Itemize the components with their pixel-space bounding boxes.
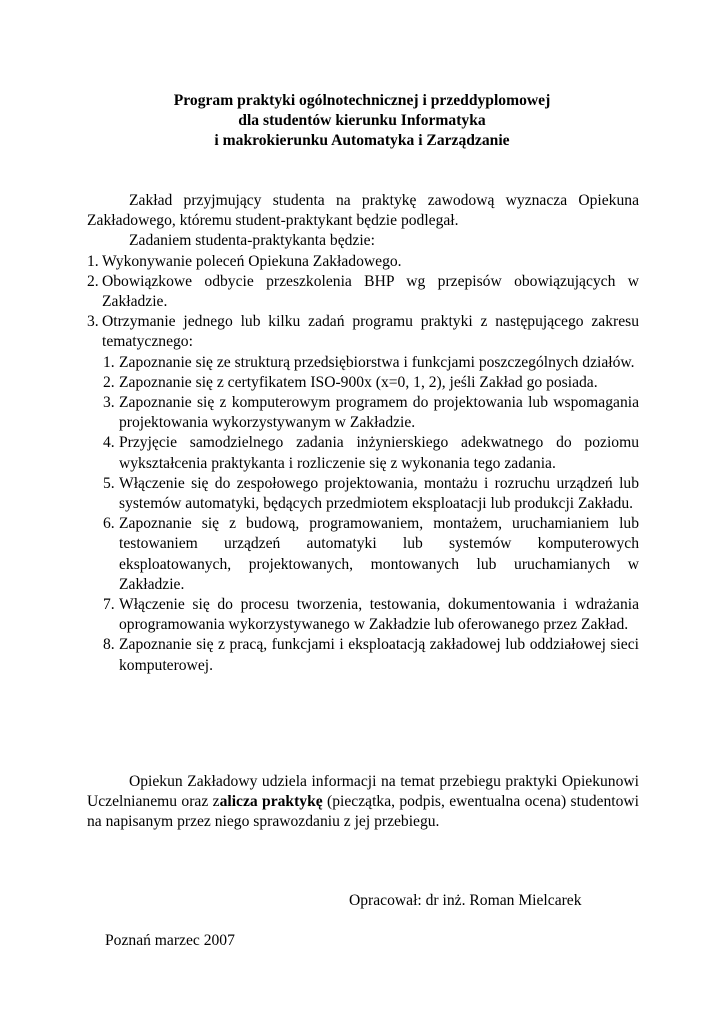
place-date: Poznań marzec 2007: [105, 932, 235, 949]
sub-item-text: Włączenie się do procesu tworzenia, testowania, dokumentowania i wdrażania oprogramowania wykorzystywanego w Zakładzie lub oferowanego przez Zakład.: [119, 596, 639, 634]
sub-item-number: 2.: [103, 373, 115, 391]
sub-item-text: Przyjęcie samodzielnego zadania inżynierskiego adekwatnego do poziomu wykształcenia praktykanta i rozliczenie się z wykonania tego zadania.: [119, 434, 639, 472]
sub-item-text: Zapoznanie się z certyfikatem ISO-900x (x=0, 1, 2), jeśli Zakład go posiada.: [119, 373, 598, 391]
closing-paragraph: [87, 772, 639, 833]
sub-list-item: [103, 474, 639, 514]
main-content: [87, 191, 639, 676]
sub-list-item: [103, 353, 639, 373]
sub-list-item: [103, 373, 639, 393]
sub-item-number: 4.: [103, 434, 115, 452]
sub-item-text: Zapoznanie się z komputerowym programem do projektowania lub wspomagania projektowania wykorzystywanym w Zakładzie.: [119, 394, 639, 432]
sub-list-item: [103, 595, 639, 635]
list-item-number: 3.: [87, 313, 99, 331]
sub-item-number: 5.: [103, 474, 115, 492]
sub-item-number: 8.: [103, 636, 115, 654]
list-item-number: 1.: [87, 252, 99, 270]
tasks-heading: Zadaniem studenta-praktykanta będzie:: [129, 232, 375, 250]
sub-item-text: Zapoznanie się ze strukturą przedsiębiorstwa i funkcjami poszczególnych działów.: [119, 353, 635, 371]
sub-list-item: [103, 635, 639, 675]
sub-item-number: 7.: [103, 596, 115, 614]
sub-item-text: Zapoznanie się z pracą, funkcjami i eksploatacją zakładowej lub oddziałowej sieci komputerowej.: [119, 636, 639, 674]
document-title: [0, 91, 724, 152]
closing-text-bold: alicza praktykę: [219, 793, 323, 811]
sub-item-number: 6.: [103, 515, 115, 533]
closing-text-start: Opiekun Zakładowy udziela informacji na temat przebiegu praktyki Opiekunowi Uczelnianemu oraz z: [87, 773, 639, 811]
sub-list-item: [103, 514, 639, 595]
intro-paragraph: Zakład przyjmujący studenta na praktykę zawodową wyznacza Opiekuna Zakładowego, któremu student-praktykant będzie podlegał.: [87, 192, 639, 230]
list-item: [87, 252, 639, 272]
author-signature: Opracował: dr inż. Roman Mielcarek: [349, 892, 582, 909]
list-item-text: Wykonywanie poleceń Opiekuna Zakładowego.: [102, 252, 402, 270]
closing-text-end: (pieczątka, podpis, ewentualna ocena) studentowi na napisanym przez niego sprawozdaniu z jej przebiegu.: [87, 793, 639, 831]
sub-list-item: [103, 393, 639, 433]
list-item-text: Obowiązkowe odbycie przeszkolenia BHP wg przepisów obowiązujących w Zakładzie.: [102, 272, 639, 311]
sub-item-text: Zapoznanie się z budową, programowaniem, montażem, uruchamianiem lub testowaniem urządzeń automatyki lub systemów komputerowych eksploatowanych, projektowanych, montowanych lub uruchamianych w Zakładzie.: [119, 515, 639, 593]
list-item: [87, 272, 639, 312]
sub-item-text: Włączenie się do zespołowego projektowania, montażu i rozruchu urządzeń lub systemów automatyki, będących przedmiotem eksploatacji lub produkcji Zakładu.: [119, 474, 639, 513]
list-item: [87, 312, 639, 352]
title-line-2: dla studentów kierunku Informatyka: [238, 112, 486, 130]
title-line-3: i makrokierunku Automatyka i Zarządzanie: [214, 132, 510, 150]
list-item-text: Otrzymanie jednego lub kilku zadań programu praktyki z następującego zakresu tematycznego:: [102, 313, 639, 351]
list-item-number: 2.: [87, 272, 99, 290]
sub-item-number: 1.: [103, 353, 115, 371]
sub-list-item: [103, 433, 639, 473]
title-line-1: Program praktyki ogólnotechnicznej i przeddyplomowej: [173, 92, 551, 109]
sub-item-number: 3.: [103, 394, 115, 412]
